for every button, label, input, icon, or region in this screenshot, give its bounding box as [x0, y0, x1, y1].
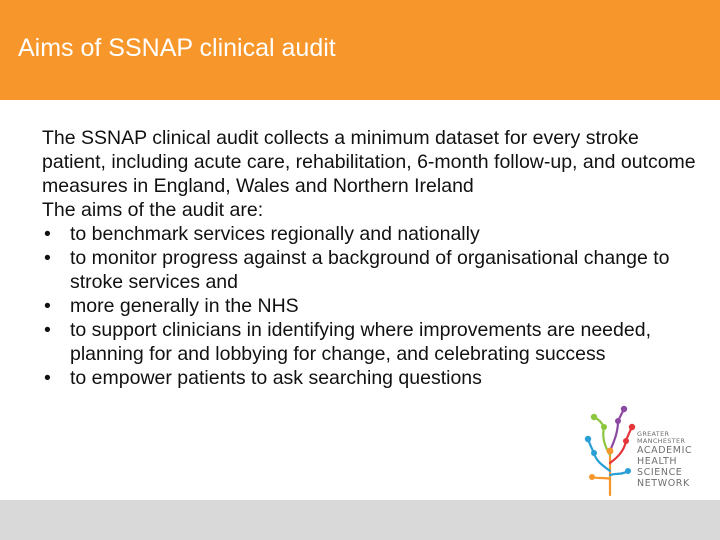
- aims-list: [42, 222, 702, 390]
- aim-item: • to monitor progress against a background of organisational change to stroke services and: [42, 246, 702, 294]
- slide-title: Aims of SSNAP clinical audit: [18, 34, 336, 62]
- logo-line: GREATER: [637, 430, 670, 438]
- logo-line: SCIENCE: [637, 467, 683, 478]
- aim-item: • to empower patients to ask searching questions: [42, 366, 702, 390]
- network-logo: [584, 405, 704, 497]
- aims-heading: The aims of the audit are:: [42, 199, 264, 221]
- logo-line: NETWORK: [637, 478, 690, 489]
- intro-paragraph: The SSNAP clinical audit collects a minimum dataset for every stroke patient, including acute care, rehabilitation, 6-month follow-up, and outcome measures in England, Wales and Northern Ireland: [42, 127, 696, 197]
- tree-logo-icon: [584, 405, 636, 497]
- aim-item: • to support clinicians in identifying where improvements are needed, planning for and lobbying for change, and celebrating success: [42, 318, 702, 366]
- footer-bar: [0, 500, 720, 540]
- logo-line: MANCHESTER: [637, 437, 686, 445]
- logo-wordmark: [637, 431, 692, 489]
- aim-item: • to benchmark services regionally and nationally: [42, 222, 702, 246]
- aim-item: • more generally in the NHS: [42, 294, 702, 318]
- slide-body: [42, 126, 702, 390]
- title-bar: [0, 0, 720, 100]
- logo-line: HEALTH: [637, 456, 678, 467]
- logo-line: ACADEMIC: [637, 445, 693, 456]
